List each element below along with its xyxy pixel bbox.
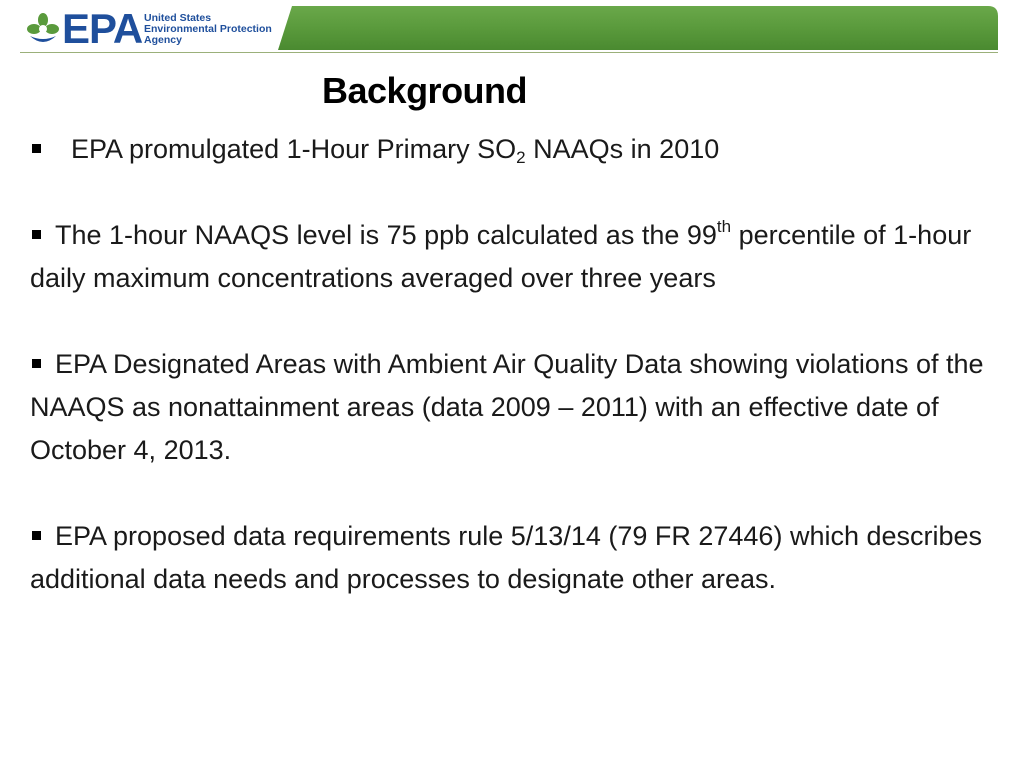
agency-name — [144, 13, 272, 46]
bullet-item-2 — [30, 214, 998, 300]
epa-flower-icon — [26, 12, 60, 46]
header-rule — [20, 52, 998, 53]
epa-logo — [26, 5, 296, 52]
bullet-3-text: EPA Designated Areas with Ambient Air Quality Data showing violations of the NAAQS as nonattainment areas (data 2009 – 2011) with an effective date of October 4, 2013. — [30, 349, 984, 465]
bullet-item-1 — [30, 128, 998, 171]
header-green-band — [278, 6, 998, 50]
bullet-2-text-post: percentile of 1-hour daily maximum concentrations averaged over three years — [30, 220, 972, 293]
bullet-4-text: EPA proposed data requirements rule 5/13/14 (79 FR 27446) which describes additional data needs and processes to designate other areas. — [30, 521, 983, 594]
square-bullet-icon — [32, 144, 41, 153]
agency-line-3: Agency — [144, 34, 182, 46]
epa-wordmark: EPA — [62, 5, 143, 52]
slide-header — [0, 0, 1023, 58]
agency-line-2: Environmental Protection — [144, 23, 272, 35]
bullet-2-text-pre: The 1-hour NAAQS level is 75 ppb calculated as the 99 — [55, 220, 717, 250]
bullet-2-superscript: th — [716, 217, 732, 236]
agency-line-1: United States — [144, 12, 212, 24]
slide-title: Background — [322, 70, 528, 111]
square-bullet-icon — [32, 359, 41, 368]
square-bullet-icon — [32, 230, 41, 239]
bullet-1-subscript: 2 — [516, 148, 526, 167]
bullet-1-text-pre: EPA promulgated 1-Hour Primary SO — [71, 134, 517, 164]
slide-body — [30, 128, 998, 601]
bullet-1-text-post: NAAQs in 2010 — [525, 134, 720, 164]
square-bullet-icon — [32, 531, 41, 540]
bullet-item-4 — [30, 515, 998, 601]
bullet-item-3 — [30, 343, 998, 472]
